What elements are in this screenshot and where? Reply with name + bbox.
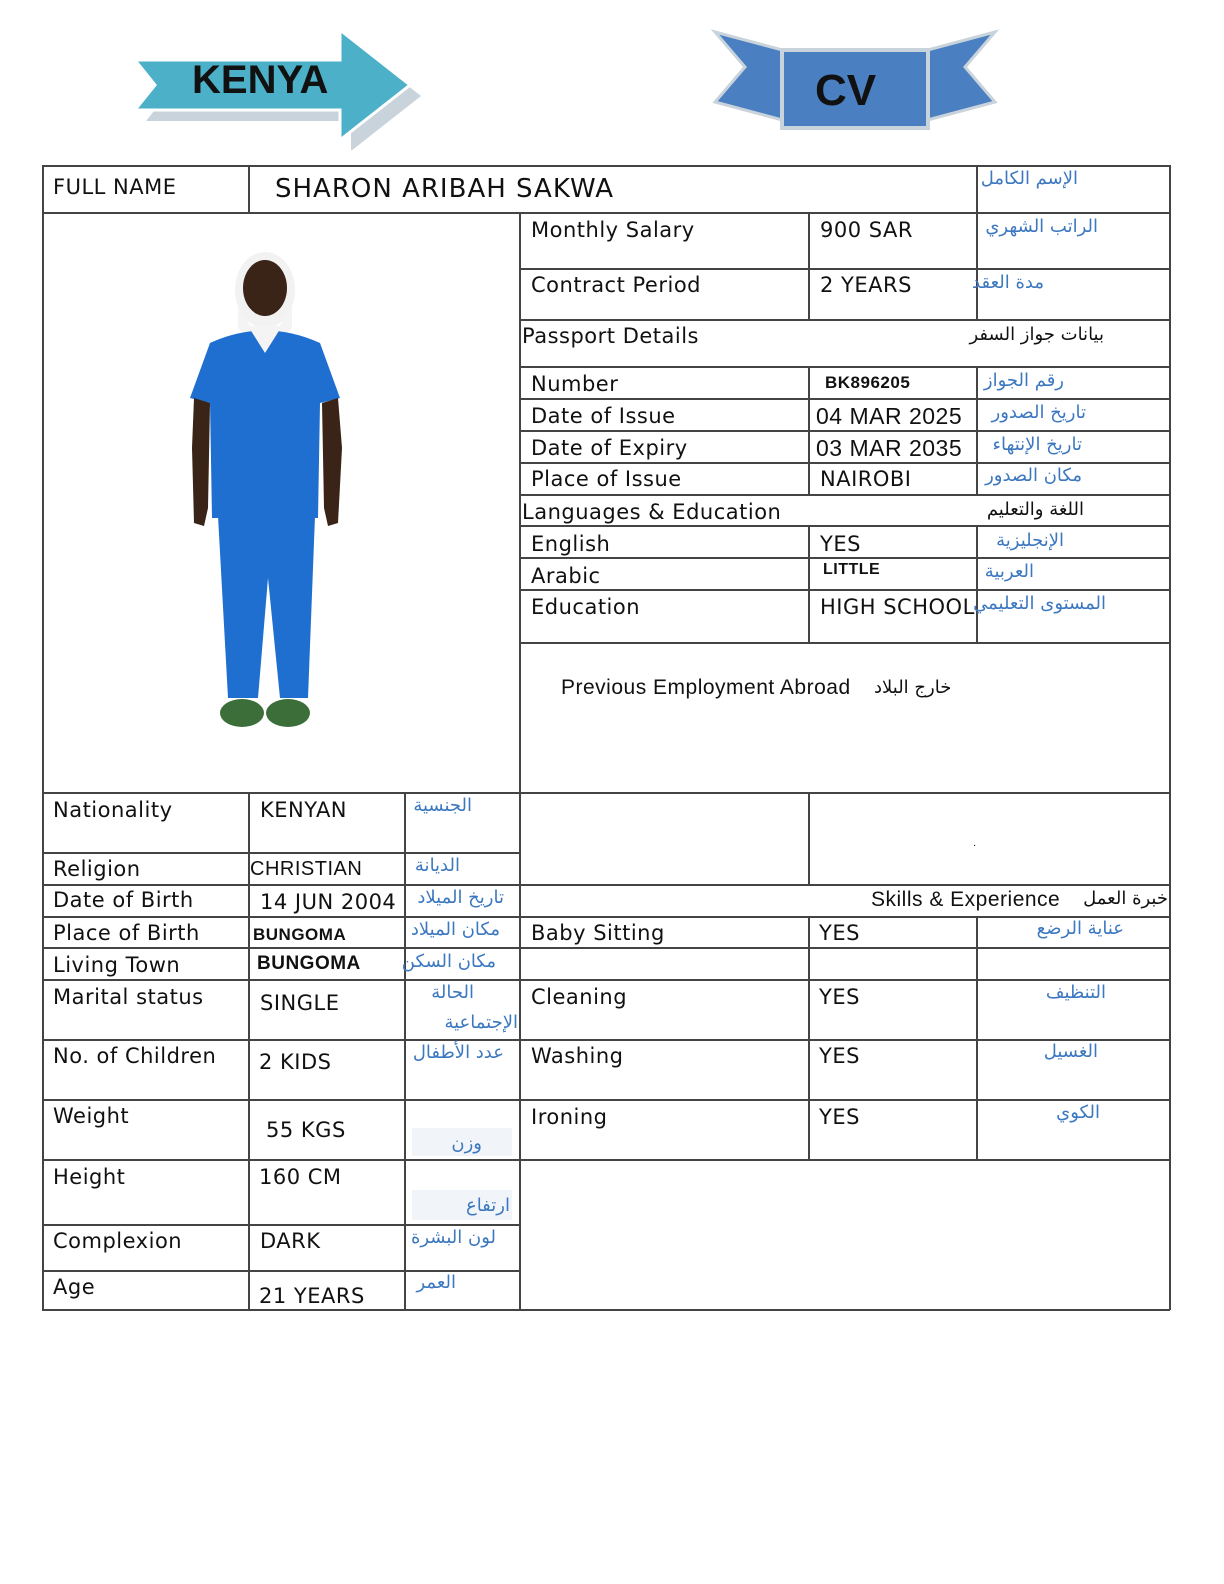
dob-ar: تاريخ الميلاد	[417, 887, 504, 908]
cleaning-value: YES	[819, 985, 860, 1009]
height-ar: ارتفاع	[465, 1195, 510, 1216]
religion-ar: الديانة	[414, 855, 460, 876]
previous-employment-ar: خارج البلاد	[874, 677, 952, 698]
contract-period-label: Contract Period	[531, 273, 701, 297]
children-value: 2 KIDS	[259, 1050, 332, 1074]
living-town-value: BUNGOMA	[257, 953, 361, 974]
monthly-salary-value: 900 SAR	[820, 218, 913, 242]
dob-value: 14 JUN 2004	[260, 890, 397, 914]
baby-sitting-ar: عناية الرضع	[1036, 918, 1124, 939]
english-ar: الإنجليزية	[996, 530, 1064, 551]
nationality-ar: الجنسية	[413, 795, 472, 816]
height-label: Height	[53, 1165, 126, 1189]
passport-number-label: Number	[531, 372, 619, 396]
place-of-birth-value: BUNGOMA	[253, 925, 347, 944]
cv-badge-text: CV	[815, 66, 877, 115]
arabic-ar: العربية	[984, 561, 1034, 582]
complexion-label: Complexion	[53, 1229, 183, 1253]
height-value: 160 CM	[259, 1165, 342, 1189]
date-of-expiry-ar: تاريخ الإنتهاء	[992, 434, 1082, 455]
passport-title-ar: بيانات جواز السفر	[969, 324, 1104, 345]
age-value: 21 YEARS	[259, 1284, 365, 1308]
date-of-expiry-value: 03 MAR 2035	[816, 435, 963, 461]
dob-label: Date of Birth	[53, 888, 194, 912]
ironing-value: YES	[819, 1105, 860, 1129]
washing-label: Washing	[531, 1044, 624, 1068]
education-ar: المستوى التعليمي	[973, 593, 1106, 614]
baby-sitting-label: Baby Sitting	[531, 921, 665, 945]
marital-status-ar-2: الإجتماعية	[444, 1012, 518, 1033]
languages-title: Languages & Education	[522, 500, 782, 524]
marital-status-ar-1: الحالة	[431, 982, 474, 1003]
weight-ar: وزن	[451, 1133, 482, 1154]
date-of-issue-label: Date of Issue	[531, 404, 676, 428]
place-of-birth-label: Place of Birth	[53, 921, 200, 945]
passport-number-value: BK896205	[825, 373, 911, 392]
children-label: No. of Children	[53, 1044, 217, 1068]
washing-value: YES	[819, 1044, 860, 1068]
contract-period-value: 2 YEARS	[820, 273, 912, 297]
english-label: English	[531, 532, 611, 556]
languages-title-ar: اللغة والتعليم	[986, 499, 1084, 520]
weight-label: Weight	[53, 1104, 130, 1128]
english-value: YES	[820, 532, 861, 556]
ironing-label: Ironing	[531, 1105, 608, 1129]
full-name-ar: الإسم الكامل	[980, 168, 1078, 189]
living-town-ar: مكان السكن	[401, 951, 496, 972]
living-town-label: Living Town	[53, 953, 181, 977]
cleaning-ar: التنظيف	[1045, 982, 1106, 1003]
monthly-salary-label: Monthly Salary	[531, 218, 695, 242]
religion-label: Religion	[53, 857, 141, 881]
baby-sitting-value: YES	[819, 921, 860, 945]
education-label: Education	[531, 595, 641, 619]
age-ar: العمر	[416, 1272, 456, 1293]
candidate-photo	[180, 248, 360, 743]
washing-ar: الغسيل	[1043, 1041, 1098, 1062]
education-value: HIGH SCHOOL	[820, 595, 975, 619]
date-of-expiry-label: Date of Expiry	[531, 436, 688, 460]
skills-title: Skills & Experience	[871, 888, 1061, 911]
ironing-ar: الكوي	[1056, 1102, 1100, 1123]
marital-status-value: SINGLE	[260, 991, 340, 1015]
contract-period-ar: مدة العقد	[972, 272, 1044, 293]
cleaning-label: Cleaning	[531, 985, 628, 1009]
passport-title: Passport Details	[522, 324, 699, 348]
place-of-birth-ar: مكان الميلاد	[410, 919, 500, 940]
monthly-salary-ar: الراتب الشهري	[985, 216, 1098, 237]
place-of-issue-ar: مكان الصدور	[985, 465, 1082, 486]
complexion-ar: لون البشرة	[410, 1227, 496, 1248]
nationality-value: KENYAN	[260, 798, 348, 822]
nationality-label: Nationality	[53, 798, 173, 822]
skills-title-ar: خبرة العمل	[1083, 888, 1168, 909]
kenya-badge-text: KENYA	[192, 58, 329, 102]
previous-employment-label: Previous Employment Abroad	[561, 676, 851, 699]
passport-number-ar: رقم الجواز	[983, 370, 1064, 391]
complexion-value: DARK	[260, 1229, 321, 1253]
weight-value: 55 KGS	[266, 1118, 346, 1142]
date-of-issue-value: 04 MAR 2025	[816, 403, 963, 429]
full-name-value: SHARON ARIBAH SAKWA	[275, 174, 615, 204]
place-of-issue-value: NAIROBI	[820, 467, 912, 491]
arabic-value: LITTLE	[823, 561, 881, 578]
full-name-label: FULL NAME	[53, 175, 177, 199]
marital-status-label: Marital status	[53, 985, 204, 1009]
religion-value: CHRISTIAN	[250, 858, 363, 880]
age-label: Age	[53, 1275, 96, 1299]
arabic-label: Arabic	[531, 564, 601, 588]
previous-employment-dot: .	[973, 838, 977, 849]
place-of-issue-label: Place of Issue	[531, 467, 682, 491]
date-of-issue-ar: تاريخ الصدور	[991, 402, 1086, 423]
children-ar: عدد الأطفال	[412, 1042, 504, 1063]
